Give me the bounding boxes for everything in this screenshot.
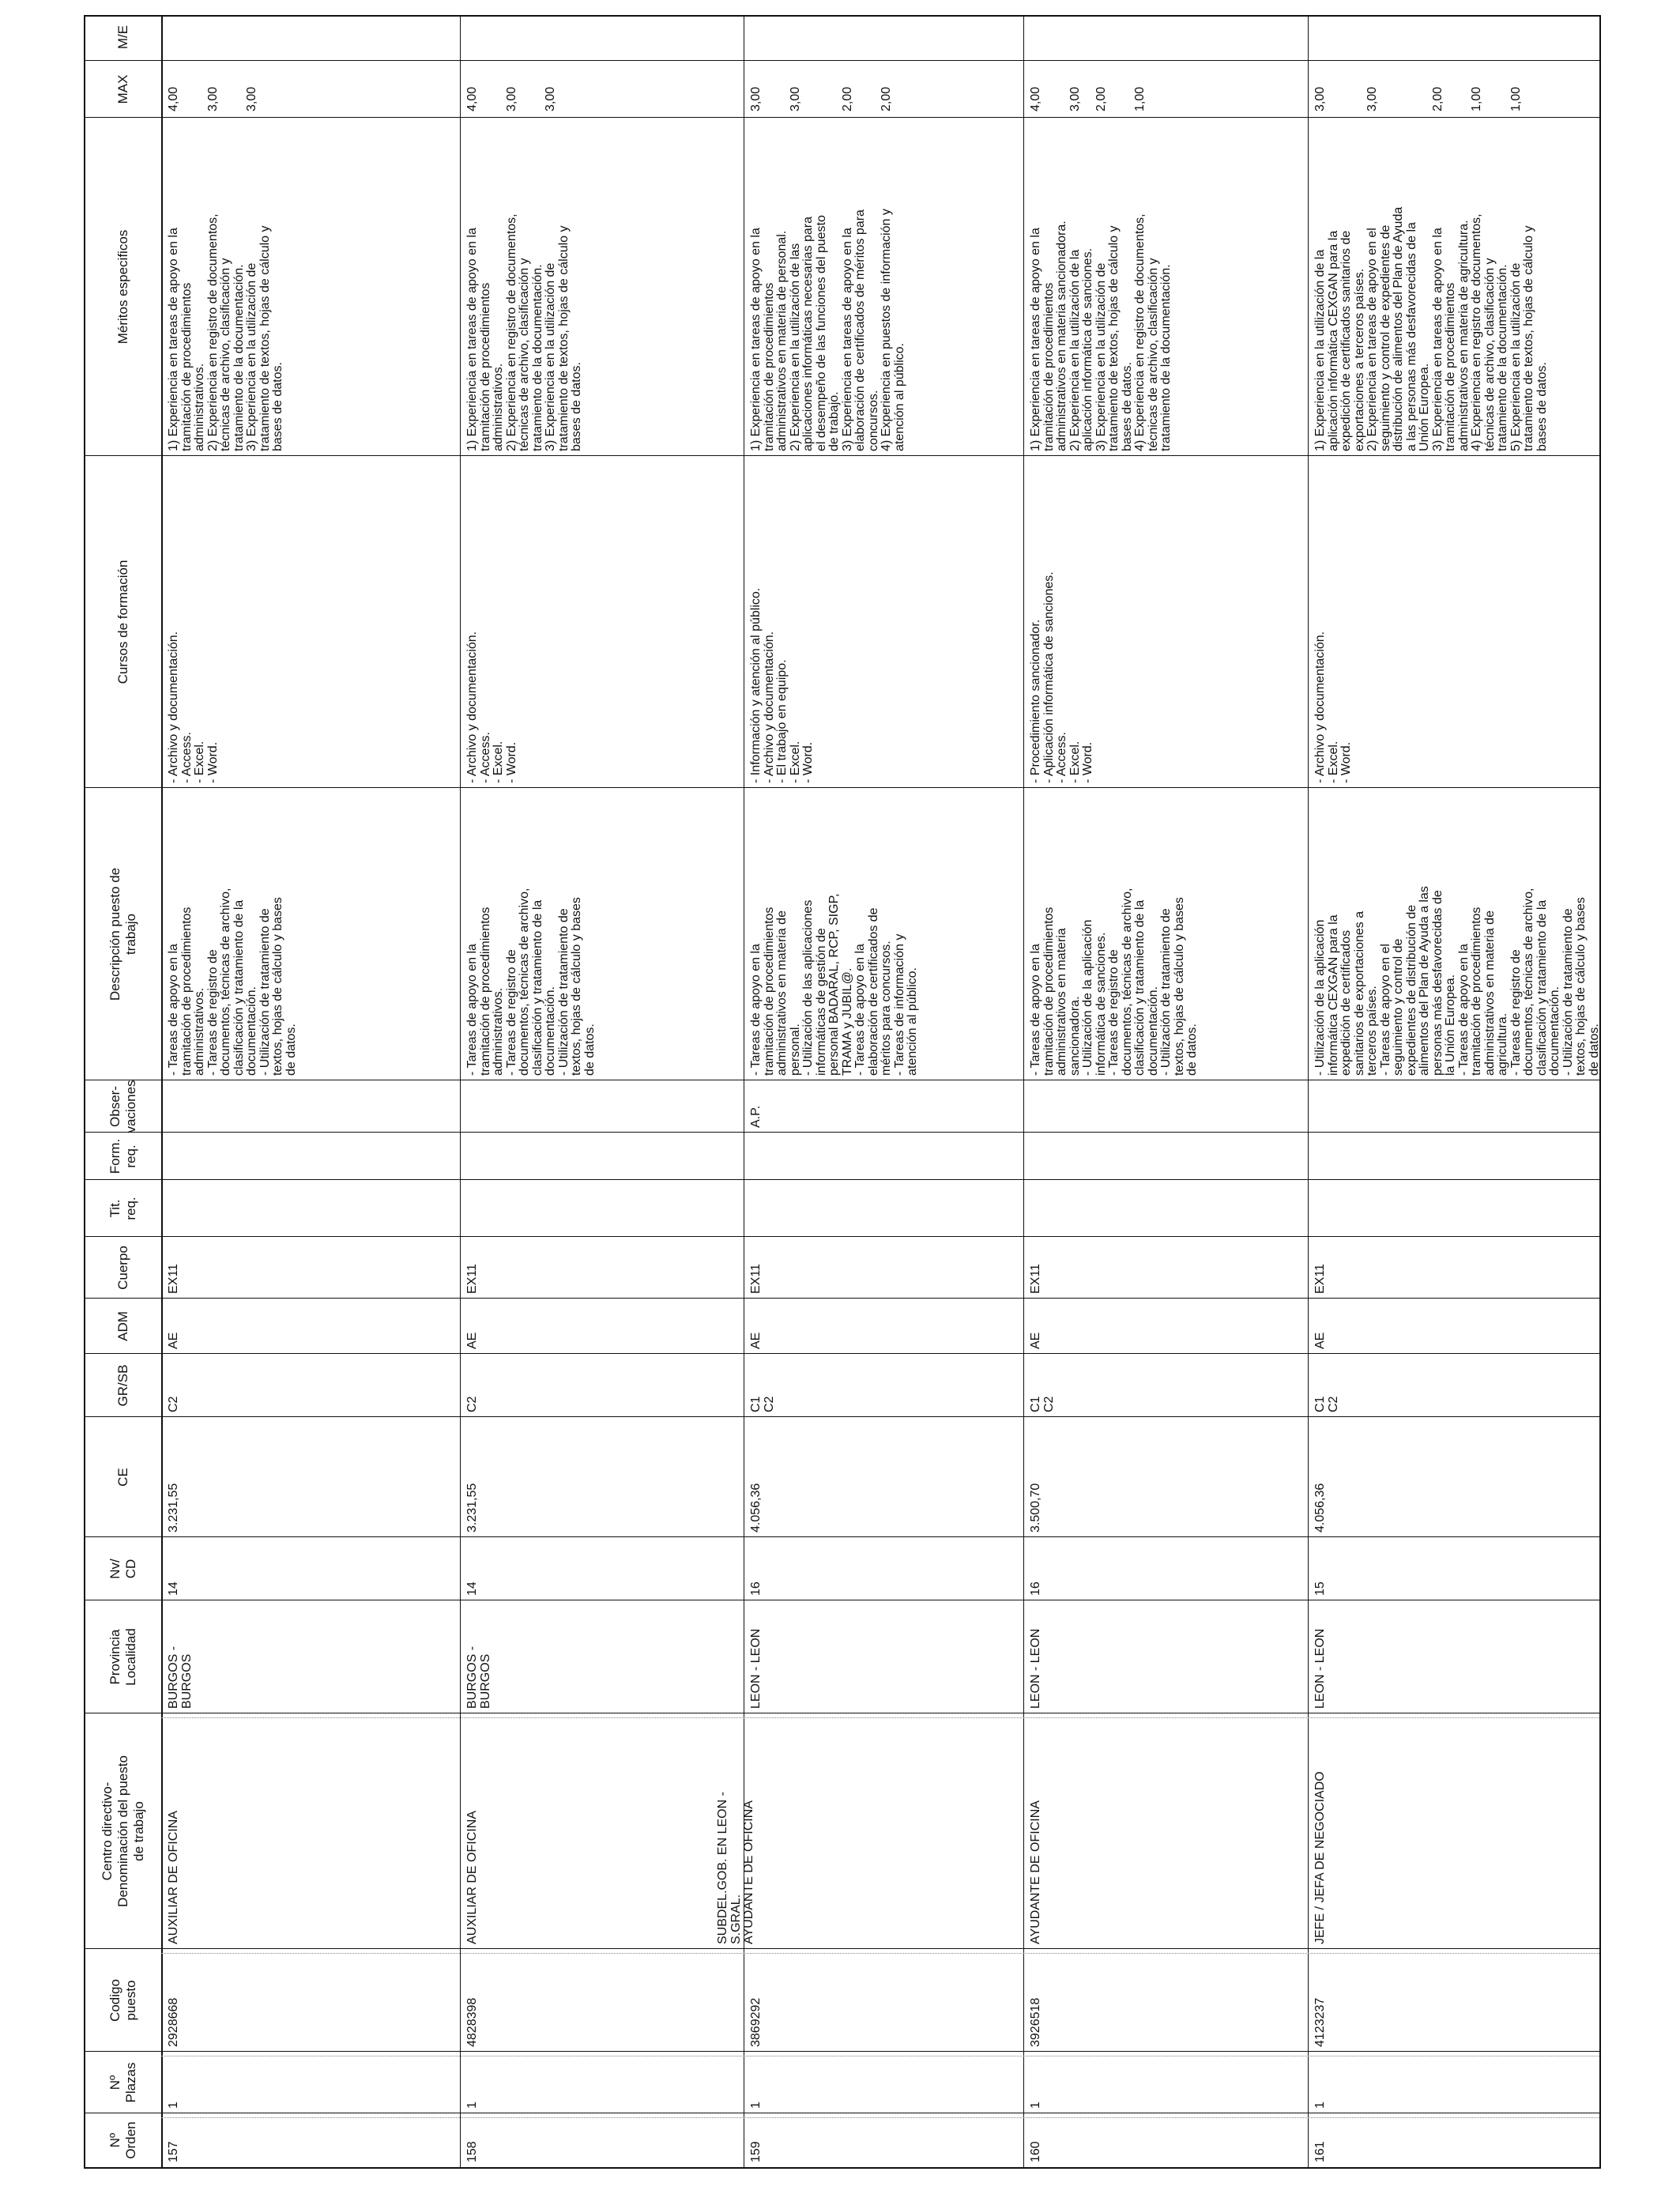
cell-centro: AUXILIAR DE OFICINA <box>167 1811 180 1944</box>
cell-provincia: LEON - LEON <box>749 1628 763 1709</box>
cell-obs: A.P. <box>749 1105 763 1128</box>
cell-max-value: 1,00 <box>1133 86 1147 111</box>
cell-nivel: 16 <box>1029 1581 1042 1596</box>
cell-ce: 3.231,55 <box>465 1483 479 1532</box>
cell-max-value: 3,00 <box>1313 86 1327 111</box>
cell-adm: AE <box>465 1332 479 1349</box>
cell-meritos: 1) Experiencia en tareas de apoyo en la tramitación de procedimientos administrativos en materia de personal. 2) Experiencia en la utilización de las aplicaciones informáticas necesarias para el desempeño de las funciones del puesto de trabajo. 3) Experiencia en tareas de apoyo en la elaboración de certificados de méritos para concursos. 4) Experiencia en puestos de información y atención al público. <box>749 209 906 451</box>
header-ce: CE <box>115 1468 130 1487</box>
cell-ce: 3.231,55 <box>167 1483 180 1532</box>
header-codigo: Codigo puesto <box>107 1979 138 2022</box>
column-divider <box>85 455 1599 456</box>
cell-descripcion: - Tareas de apoyo en la tramitación de procedimientos administrativos en materia sancionadora. - Utilización de la aplicación informática de sanciones. - Tareas de registro de documentos, técnicas de archivo, clasificación y tratamiento de la documentación. - Utilización de tratamiento de textos, hojas de cálculo y bases de datos. <box>1029 888 1199 1076</box>
cell-adm: AE <box>1313 1332 1327 1349</box>
cell-max-value: 2,00 <box>1430 86 1445 111</box>
cell-provincia: BURGOS - BURGOS <box>167 1646 194 1709</box>
cell-max-value: 4,00 <box>1029 86 1042 111</box>
cell-orden: 159 <box>749 2141 763 2162</box>
cell-grsb: C1 C2 <box>749 1396 776 1412</box>
dotted-guide <box>161 1953 1599 1954</box>
cell-max-value: 3,00 <box>1068 86 1082 111</box>
cell-provincia: LEON - LEON <box>1313 1628 1327 1709</box>
header-divider <box>161 17 163 2167</box>
cell-descripcion: - Tareas de apoyo en la tramitación de procedimientos administrativos en materia de personal. - Utilización de las aplicaciones informáticas de gestión de personal BADARAL, RCP, SIGP, TRAMA y JUBIL@. - Tareas de apoyo en la elaboración de certificados de méritos para concursos. - Tareas de información y atención al público. <box>749 893 919 1076</box>
header-nivel: Nv/ CD <box>107 1559 138 1579</box>
header-descripcion: Descripción puesto de trabajo <box>107 867 138 1001</box>
header-centro: Centro directivo- Denominación del puesto de trabajo <box>100 1755 146 1907</box>
cell-grsb: C2 <box>465 1396 479 1412</box>
cell-plazas: 1 <box>1029 2102 1042 2109</box>
cell-centro: SUBDEL.GOB. EN LEON - S.GRAL. AYUDANTE DE OFICINA <box>716 1792 755 1944</box>
cell-descripcion: - Tareas de apoyo en la tramitación de procedimientos administrativos. - Tareas de registro de documentos, técnicas de archivo, clasificación y tratamiento de la documentación. - Utilización de tratamiento de textos, hojas de cálculo y bases de datos. <box>465 888 597 1076</box>
cell-meritos: 1) Experiencia en la utilización de la aplicación informática CEXGAN para la expedición de certificados sanitarios de exportaciones a terceros países. 2) Experiencia en tareas de apoyo en el seguimiento y control de expedientes de distribución de alimentos del Plan de Ayuda a las personas más desfavorecidas de la Unión Europea. 3) Experiencia en tareas de apoyo en la tramitación de procedimientos administrativos en materia de agricultura. 4) Experiencia en registro de documentos, técnicas de archivo, clasificación y tratamiento de la documentación. 5) Experiencia en la utilización de tratamiento de textos, hojas de cálculo y bases de datos. <box>1313 206 1549 451</box>
cell-nivel: 16 <box>749 1581 763 1596</box>
cell-codigo: 4123237 <box>1313 1997 1327 2047</box>
cell-orden: 157 <box>167 2141 180 2162</box>
header-obs: Obser- vaciones <box>107 1080 138 1133</box>
header-meritos: Méritos especificos <box>115 229 130 345</box>
header-cursos: Cursos de formación <box>115 560 130 684</box>
cell-cursos: - Archivo y documentación. - Access. - Excel. - Word. <box>167 631 220 783</box>
column-divider <box>85 1948 1599 1949</box>
header-tit: Tit. req. <box>107 1197 138 1220</box>
cell-max-value: 4,00 <box>167 86 180 111</box>
column-divider <box>85 1353 1599 1354</box>
header-grsb: GR/SB <box>115 1364 130 1407</box>
header-cuerpo: Cuerpo <box>115 1246 130 1290</box>
cell-max-value: 3,00 <box>245 86 258 111</box>
column-divider <box>85 787 1599 788</box>
cell-max-value: 1,00 <box>1470 86 1483 111</box>
header-max: MAX <box>115 74 130 104</box>
cell-cuerpo: EX11 <box>749 1264 763 1294</box>
cell-max-value: 3,00 <box>749 86 763 111</box>
column-divider <box>85 1236 1599 1237</box>
row-divider <box>1308 17 1309 2167</box>
cell-max-value: 1,00 <box>1509 86 1523 111</box>
cell-orden: 160 <box>1029 2141 1042 2162</box>
column-divider <box>85 2051 1599 2052</box>
cell-max-value: 3,00 <box>205 86 220 111</box>
column-divider <box>85 1298 1599 1299</box>
dotted-guide <box>161 2117 1599 2118</box>
cell-ce: 3.500,70 <box>1029 1483 1042 1532</box>
row-divider <box>460 17 461 2167</box>
header-me: M/E <box>115 25 130 50</box>
cell-meritos: 1) Experiencia en tareas de apoyo en la tramitación de procedimientos administrativos. 2) Experiencia en registro de documentos, técnicas de archivo, clasificación y tratamiento de la documentación. 3) Experiencia en la utilización de tratamiento de textos, hojas de cálculo y bases de datos. <box>167 213 284 451</box>
header-plazas: Nº Plazas <box>107 2062 138 2103</box>
cell-cursos: - Archivo y documentación. - Excel. - Word. <box>1313 631 1353 783</box>
cell-meritos: 1) Experiencia en tareas de apoyo en la tramitación de procedimientos administrativos en materia sancionadora. 2) Experiencia en la utilización de la aplicación informática de sanciones. 3) Experiencia en la utilización de tratamiento de textos, hojas de cálculo y bases de datos. 4) Experiencia en registro de documentos, técnicas de archivo, clasificación y tratamiento de la documentación. <box>1029 213 1173 451</box>
cell-plazas: 1 <box>1313 2102 1327 2109</box>
cell-max-value: 3,00 <box>544 86 557 111</box>
job-positions-table <box>84 15 1601 2169</box>
column-divider <box>85 1179 1599 1180</box>
cell-adm: AE <box>1029 1332 1042 1349</box>
cell-max-value: 2,00 <box>880 86 893 111</box>
cell-centro: JEFE / JEFA DE NEGOCIADO <box>1313 1771 1327 1944</box>
column-divider <box>85 1416 1599 1417</box>
cell-ce: 4.056,36 <box>1313 1483 1327 1532</box>
header-adm: ADM <box>115 1311 130 1341</box>
cell-max-value: 4,00 <box>465 86 479 111</box>
cell-codigo: 2928668 <box>167 1997 180 2047</box>
cell-centro: AYUDANTE DE OFICINA <box>1029 1800 1042 1944</box>
cell-centro: AUXILIAR DE OFICINA <box>465 1811 479 1944</box>
cell-max-value: 3,00 <box>788 86 802 111</box>
column-divider <box>85 60 1599 61</box>
cell-codigo: 4828398 <box>465 1997 479 2047</box>
cell-nivel: 14 <box>465 1581 479 1596</box>
cell-max-value: 2,00 <box>1094 86 1108 111</box>
cell-max-value: 3,00 <box>504 86 518 111</box>
cell-plazas: 1 <box>465 2102 479 2109</box>
cell-codigo: 3869292 <box>749 1997 763 2047</box>
cell-codigo: 3926518 <box>1029 1997 1042 2047</box>
cell-provincia: BURGOS - BURGOS <box>465 1646 492 1709</box>
cell-adm: AE <box>749 1332 763 1349</box>
column-divider <box>85 117 1599 118</box>
row-divider <box>1023 17 1024 2167</box>
cell-descripcion: - Utilización de la aplicación informática CEXGAN para la expedición de certificados sanitarios de exportaciones a terceros países. - Tareas de apoyo en el seguimiento y control de expedientes de distribución de alimentos del Plan de Ayuda a las personas más desfavorecidas de la Unión Europea. - Tareas de apoyo en la tramitación de procedimientos administrativos en materia de agricultura. - Tareas de registro de documentos, técnicas de archivo, clasificación y tratamiento de la documentación. - Utilización de tratamiento de textos, hojas de cálculo y bases de datos. <box>1313 886 1601 1076</box>
column-divider <box>85 1132 1599 1133</box>
cell-grsb: C1 C2 <box>1313 1396 1340 1412</box>
cell-cuerpo: EX11 <box>465 1264 479 1294</box>
cell-descripcion: - Tareas de apoyo en la tramitación de procedimientos administrativos. - Tareas de registro de documentos, técnicas de archivo, clasificación y tratamiento de la documentación. - Utilización de tratamiento de textos, hojas de cálculo y bases de datos. <box>167 888 298 1076</box>
cell-orden: 158 <box>465 2141 479 2162</box>
cell-ce: 4.056,36 <box>749 1483 763 1532</box>
cell-orden: 161 <box>1313 2141 1327 2162</box>
cell-max-value: 2,00 <box>840 86 854 111</box>
column-divider <box>85 1536 1599 1537</box>
header-provincia: Provincia Localidad <box>107 1628 138 1686</box>
cell-grsb: C1 C2 <box>1029 1396 1056 1412</box>
cell-cursos: - Archivo y documentación. - Access. - Excel. - Word. <box>465 631 518 783</box>
cell-cursos: - Información y atención al público. - Archivo y documentación. - El trabajo en equipo. - Excel. - Word. <box>749 587 815 783</box>
cell-plazas: 1 <box>749 2102 763 2109</box>
dotted-guide <box>161 1717 1599 1718</box>
header-form: Form. req. <box>107 1138 138 1174</box>
cell-grsb: C2 <box>167 1396 180 1412</box>
cell-cursos: - Procedimiento sancionador. - Aplicación informática de sanciones. - Access. - Excel. - Word. <box>1029 571 1094 783</box>
cell-adm: AE <box>167 1332 180 1349</box>
cell-nivel: 15 <box>1313 1581 1327 1596</box>
header-orden: Nº Orden <box>107 2121 138 2159</box>
cell-provincia: LEON - LEON <box>1029 1628 1042 1709</box>
cell-meritos: 1) Experiencia en tareas de apoyo en la tramitación de procedimientos administrativos. 2) Experiencia en registro de documentos, técnicas de archivo, clasificación y tratamiento de la documentación. 3) Experiencia en la utilización de tratamiento de textos, hojas de cálculo y bases de datos. <box>465 213 583 451</box>
cell-plazas: 1 <box>167 2102 180 2109</box>
cell-cuerpo: EX11 <box>1313 1264 1327 1294</box>
cell-cuerpo: EX11 <box>167 1264 180 1294</box>
cell-cuerpo: EX11 <box>1029 1264 1042 1294</box>
cell-max-value: 3,00 <box>1365 86 1379 111</box>
cell-nivel: 14 <box>167 1581 180 1596</box>
